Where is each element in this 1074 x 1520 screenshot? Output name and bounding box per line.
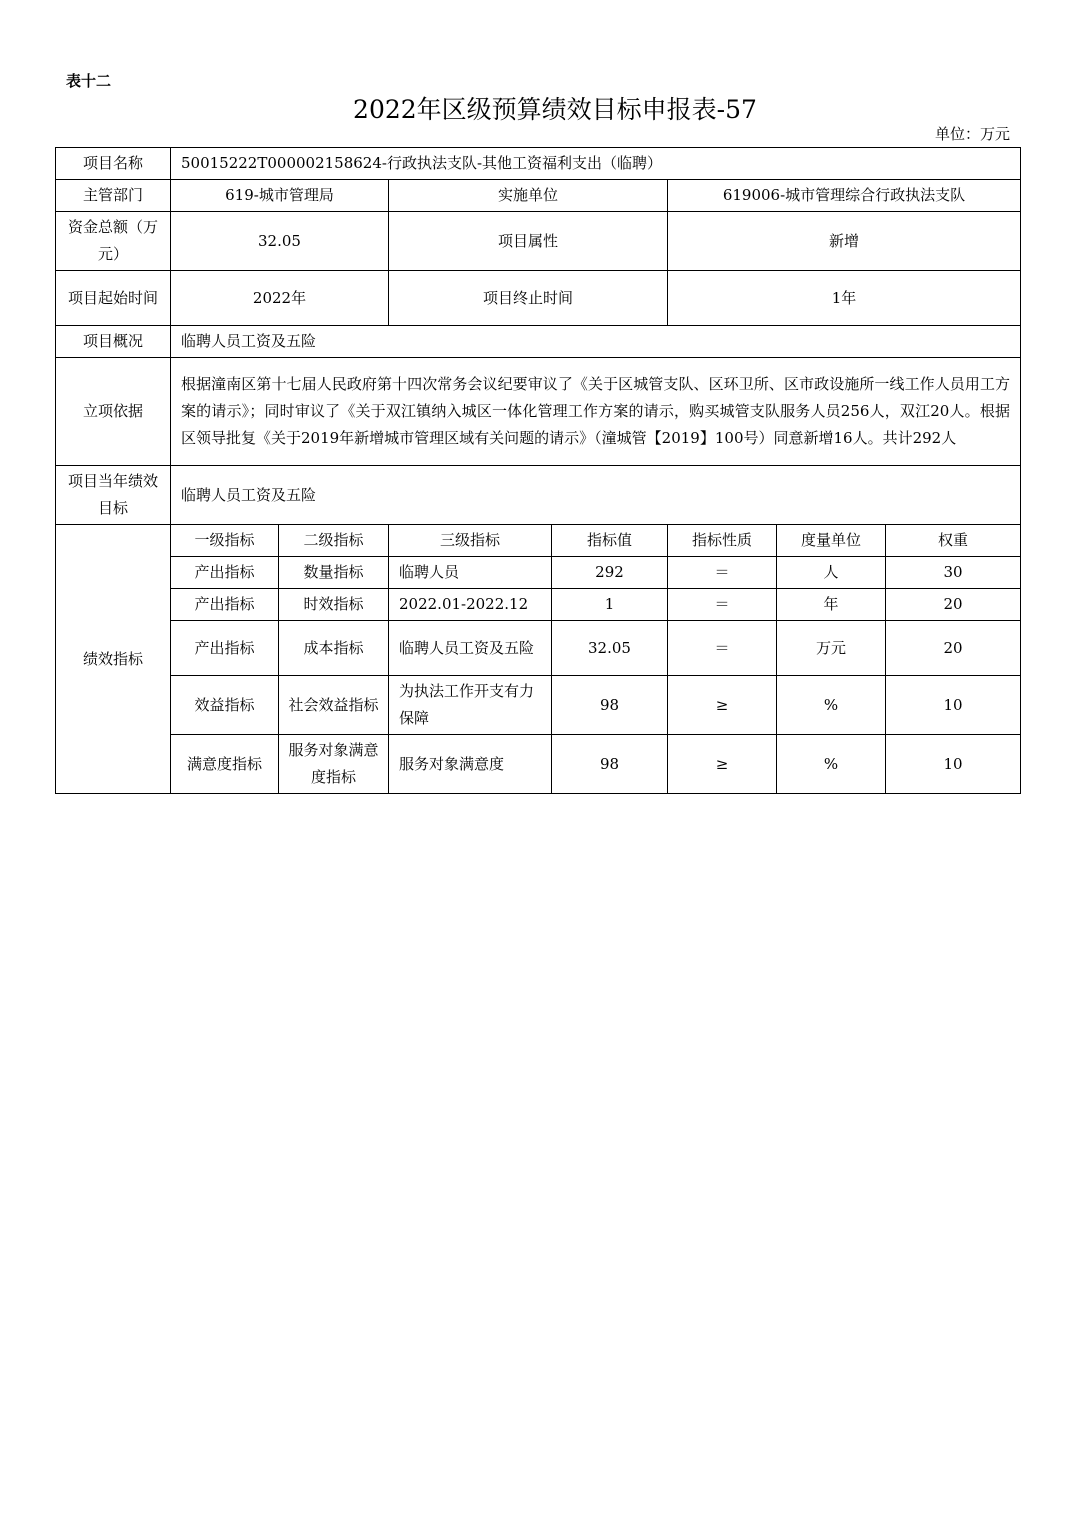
basis-value: 根据潼南区第十七届人民政府第十四次常务会议纪要审议了《关于区城管支队、区环卫所、区市政设施所一线工作人员用工方案的请示》；同时审议了《关于双江镇纳入城区一体化管理工作方案的请示，购买城管支队服务人员256人，双江20人。根据区领导批复《关于2019年新增城市管理区域有关问题的请示》（潼城管【2019】100号）同意新增16人。共计292人 [171,358,1021,466]
nature-cell: ≥ [668,735,777,794]
level2-cell: 数量指标 [279,557,389,589]
perf-header: 二级指标 [279,525,389,557]
overview-label: 项目概况 [56,326,171,358]
level1-cell: 效益指标 [171,676,279,735]
value-cell: 1 [552,589,668,621]
end-label: 项目终止时间 [389,271,668,326]
level1-cell: 产出指标 [171,589,279,621]
value-cell: 32.05 [552,621,668,676]
table-row [56,676,1021,735]
unit-cell: 人 [777,557,886,589]
nature-cell: ＝ [668,621,777,676]
goal-value: 临聘人员工资及五险 [171,466,1021,525]
level2-cell: 成本指标 [279,621,389,676]
perf-label: 绩效指标 [56,525,171,794]
dept-value: 619-城市管理局 [171,180,389,212]
row-overview [56,326,1021,358]
table-row [56,589,1021,621]
level3-cell: 临聘人员 [389,557,552,589]
row-period [56,271,1021,326]
fund-value: 32.05 [171,212,389,271]
row-fund [56,212,1021,271]
perf-header: 一级指标 [171,525,279,557]
attr-value: 新增 [668,212,1021,271]
table-row [56,621,1021,676]
level3-cell: 服务对象满意度 [389,735,552,794]
row-goal [56,466,1021,525]
budget-performance-table [55,147,1021,794]
dept-label: 主管部门 [56,180,171,212]
level3-cell: 2022.01-2022.12 [389,589,552,621]
nature-cell: ＝ [668,557,777,589]
level2-cell: 社会效益指标 [279,676,389,735]
level3-cell: 临聘人员工资及五险 [389,621,552,676]
perf-header: 权重 [886,525,1021,557]
level1-cell: 产出指标 [171,557,279,589]
level2-cell: 服务对象满意度指标 [279,735,389,794]
weight-cell: 20 [886,621,1021,676]
table-row [56,557,1021,589]
unit-cell: % [777,676,886,735]
row-basis [56,358,1021,466]
nature-cell: ＝ [668,589,777,621]
basis-label: 立项依据 [56,358,171,466]
attr-label: 项目属性 [389,212,668,271]
unit-label: 单位：万元 [934,125,1010,143]
impl-value: 619006-城市管理综合行政执法支队 [668,180,1021,212]
document-title: 2022年区级预算绩效目标申报表-57 [353,95,757,124]
level1-cell: 满意度指标 [171,735,279,794]
goal-label: 项目当年绩效目标 [56,466,171,525]
unit-cell: 年 [777,589,886,621]
perf-header: 三级指标 [389,525,552,557]
project-name-label: 项目名称 [56,148,171,180]
level2-cell: 时效指标 [279,589,389,621]
weight-cell: 30 [886,557,1021,589]
row-project-name [56,148,1021,180]
perf-header-row [56,525,1021,557]
value-cell: 98 [552,676,668,735]
nature-cell: ≥ [668,676,777,735]
fund-label: 资金总额（万元） [56,212,171,271]
start-label: 项目起始时间 [56,271,171,326]
impl-label: 实施单位 [389,180,668,212]
level1-cell: 产出指标 [171,621,279,676]
level3-cell: 为执法工作开支有力保障 [389,676,552,735]
unit-cell: 万元 [777,621,886,676]
value-cell: 98 [552,735,668,794]
value-cell: 292 [552,557,668,589]
table-number: 表十二 [66,72,112,90]
unit-cell: % [777,735,886,794]
table-row [56,735,1021,794]
perf-header: 指标值 [552,525,668,557]
end-value: 1年 [668,271,1021,326]
overview-value: 临聘人员工资及五险 [171,326,1021,358]
project-name-value: 50015222T000002158624-行政执法支队-其他工资福利支出（临聘） [171,148,1021,180]
perf-header: 度量单位 [777,525,886,557]
weight-cell: 20 [886,589,1021,621]
row-department [56,180,1021,212]
perf-header: 指标性质 [668,525,777,557]
weight-cell: 10 [886,735,1021,794]
weight-cell: 10 [886,676,1021,735]
start-value: 2022年 [171,271,389,326]
